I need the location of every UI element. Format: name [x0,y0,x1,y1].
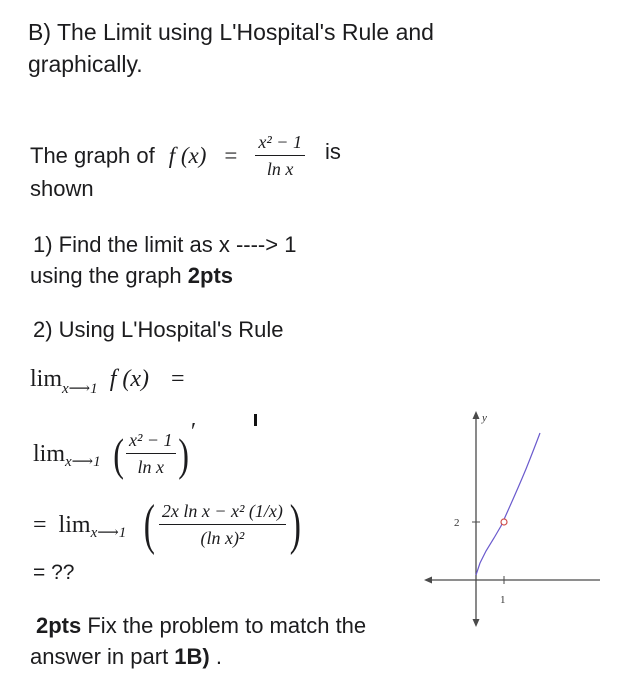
lim-subscript-3: x⟶1 [90,524,127,541]
lhopital-fraction-1-numerator: x² − 1 [126,430,176,454]
part2-title: 2) Using L'Hospital's Rule [33,317,284,342]
lim-word-3: lim [58,511,91,538]
equals-2: = [33,511,47,538]
stray-mark [254,414,257,426]
footer-text1: Fix the problem to match the [81,613,367,638]
intro-prefix: The graph of [30,143,155,168]
lim-word-2: lim [33,440,66,467]
lhopital-fraction-2-numerator: 2x ln x − x² (1/x) [159,501,286,525]
footer-text2-suffix: . [209,644,222,669]
intro-fraction-denominator: ln x [266,159,294,179]
limit-line [30,366,185,397]
lhopital-limit-2 [33,492,305,558]
removable-discontinuity-hole [501,519,507,525]
x-tick-label: 1 [500,594,506,606]
function-curve [476,433,540,575]
question-heading: B) The Limit using L'Hospital's Rule and graphically. [28,19,434,77]
intro-equals: = [224,143,238,168]
limit-equals: = [171,366,185,392]
intro-line2: shown [30,176,94,201]
y-axis-arrow-down [473,619,480,627]
footer-text2-prefix: answer in part [30,644,175,669]
lhopital-fraction-1-denominator: ln x [137,457,165,477]
footer-line1 [36,613,366,639]
y-axis-label: y [482,412,487,424]
part1-points: 2pts [187,263,234,288]
lhopital-fraction-1 [126,430,176,478]
intro-suffix: is [324,139,341,164]
lhopital-fraction-2-denominator: (ln x)² [200,528,245,548]
footer-points: 2pts [36,613,82,638]
paren-left-2: ( [143,494,156,556]
paren-right-2: ) [289,494,301,556]
footer-line2 [30,644,222,670]
part1-line2-text: using the graph [30,263,182,288]
intro-fraction-numerator: x² − 1 [255,132,305,156]
y-axis-arrow-up [473,411,480,419]
x-axis-arrow-left [424,577,432,584]
lhopital-limit-1 [33,418,197,484]
limit-graph [420,405,610,635]
paren-left-1: ( [112,428,124,480]
y-tick-label: 2 [454,517,460,529]
part1-line1: 1) Find the limit as x ----> 1 [33,232,297,257]
lim-word: lim [30,366,63,392]
intro-fraction [255,132,305,180]
paren-right-1: ) [177,428,189,480]
result-line: = ?? [33,561,75,584]
part1-line2 [30,263,233,289]
limit-fx: f (x) [109,366,149,392]
footer-ref: 1B) [174,644,210,669]
intro-fx: f (x) [168,143,207,168]
derivative-prime: ′ [190,418,197,445]
lim-subscript-2: x⟶1 [65,453,101,470]
lim-subscript: x⟶1 [62,381,98,397]
lhopital-fraction-2 [159,501,286,549]
